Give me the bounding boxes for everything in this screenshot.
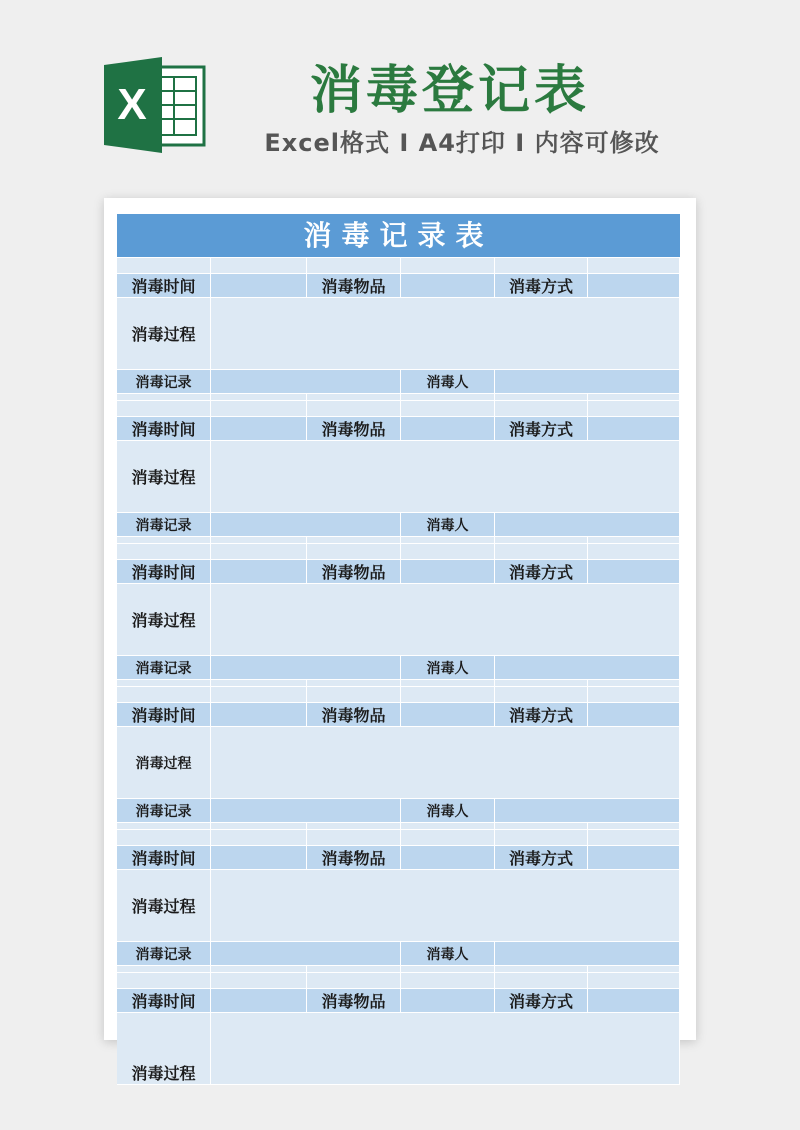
process-value-cell[interactable] xyxy=(211,1013,680,1085)
item-value-cell[interactable] xyxy=(401,274,495,298)
cell xyxy=(495,823,588,830)
process-row xyxy=(117,441,680,513)
cell xyxy=(588,537,680,544)
item-value-cell[interactable] xyxy=(401,846,495,870)
item-label: 消毒物品 xyxy=(307,703,401,727)
cell[interactable] xyxy=(211,258,307,274)
record-block xyxy=(117,830,680,973)
cell xyxy=(307,966,401,973)
item-label: 消毒物品 xyxy=(307,989,401,1013)
cell xyxy=(495,394,588,401)
record-row xyxy=(117,513,680,537)
process-row xyxy=(117,1013,680,1085)
cell xyxy=(588,394,680,401)
time-label: 消毒时间 xyxy=(117,989,211,1013)
method-label: 消毒方式 xyxy=(495,703,588,727)
process-value-cell[interactable] xyxy=(211,584,680,656)
record-block xyxy=(117,544,680,687)
cell xyxy=(401,537,495,544)
record-block xyxy=(117,687,680,830)
cell[interactable] xyxy=(211,687,307,703)
cell xyxy=(211,680,307,687)
blank-row xyxy=(117,258,680,274)
cell[interactable] xyxy=(588,544,680,560)
header-row xyxy=(117,274,680,298)
header-row xyxy=(117,846,680,870)
header-row xyxy=(117,703,680,727)
cell xyxy=(117,966,211,973)
record-label: 消毒记录 xyxy=(117,942,211,966)
blank-row xyxy=(117,687,680,703)
time-label: 消毒时间 xyxy=(117,560,211,584)
process-row xyxy=(117,870,680,942)
method-label: 消毒方式 xyxy=(495,989,588,1013)
process-label: 消毒过程 xyxy=(117,870,211,942)
process-row xyxy=(117,298,680,370)
item-label: 消毒物品 xyxy=(307,417,401,441)
cell xyxy=(588,680,680,687)
cell xyxy=(401,966,495,973)
person-value-cell[interactable] xyxy=(495,370,680,394)
person-value-cell[interactable] xyxy=(495,513,680,537)
time-value-cell[interactable] xyxy=(211,560,307,584)
record-value-cell[interactable] xyxy=(211,656,401,680)
record-block xyxy=(117,401,680,544)
cell xyxy=(401,394,495,401)
item-value-cell[interactable] xyxy=(401,989,495,1013)
cell xyxy=(588,966,680,973)
cell[interactable] xyxy=(117,544,211,560)
process-label: 消毒过程 xyxy=(117,1013,211,1085)
cell xyxy=(117,394,211,401)
cell[interactable] xyxy=(211,830,307,846)
time-label: 消毒时间 xyxy=(117,274,211,298)
page-title: 消毒登记表 xyxy=(309,61,590,121)
record-row xyxy=(117,370,680,394)
record-row xyxy=(117,656,680,680)
cell xyxy=(588,823,680,830)
blank-row xyxy=(117,830,680,846)
time-value-cell[interactable] xyxy=(211,417,307,441)
method-label: 消毒方式 xyxy=(495,846,588,870)
cell[interactable] xyxy=(495,973,588,989)
cell[interactable] xyxy=(588,687,680,703)
cell[interactable] xyxy=(307,401,401,417)
cell[interactable] xyxy=(495,544,588,560)
cell xyxy=(495,537,588,544)
cell[interactable] xyxy=(211,401,307,417)
cell xyxy=(117,823,211,830)
method-label: 消毒方式 xyxy=(495,274,588,298)
record-label: 消毒记录 xyxy=(117,513,211,537)
gap-row xyxy=(117,394,680,401)
cell[interactable] xyxy=(401,544,495,560)
cell[interactable] xyxy=(588,973,680,989)
cell xyxy=(211,823,307,830)
method-value-cell[interactable] xyxy=(588,560,680,584)
cell[interactable] xyxy=(495,401,588,417)
cell[interactable] xyxy=(401,258,495,274)
record-value-cell[interactable] xyxy=(211,370,401,394)
cell xyxy=(211,394,307,401)
process-value-cell[interactable] xyxy=(211,298,680,370)
cell[interactable] xyxy=(401,973,495,989)
cell[interactable] xyxy=(307,544,401,560)
item-value-cell[interactable] xyxy=(401,703,495,727)
excel-logo-icon xyxy=(102,57,206,153)
cell[interactable] xyxy=(117,687,211,703)
cell[interactable] xyxy=(401,687,495,703)
cell[interactable] xyxy=(307,830,401,846)
method-value-cell[interactable] xyxy=(588,846,680,870)
time-value-cell[interactable] xyxy=(211,274,307,298)
item-value-cell[interactable] xyxy=(401,560,495,584)
logo-letter: X xyxy=(117,80,147,129)
process-row xyxy=(117,727,680,799)
cell xyxy=(307,823,401,830)
record-row xyxy=(117,799,680,823)
header-row xyxy=(117,417,680,441)
time-value-cell[interactable] xyxy=(211,703,307,727)
person-label: 消毒人 xyxy=(401,513,495,537)
cell[interactable] xyxy=(117,258,211,274)
cell[interactable] xyxy=(495,258,588,274)
time-label: 消毒时间 xyxy=(117,846,211,870)
record-label: 消毒记录 xyxy=(117,799,211,823)
record-row xyxy=(117,942,680,966)
method-label: 消毒方式 xyxy=(495,560,588,584)
cell xyxy=(401,680,495,687)
cell[interactable] xyxy=(211,973,307,989)
cell xyxy=(307,394,401,401)
cell[interactable] xyxy=(588,830,680,846)
record-value-cell[interactable] xyxy=(211,942,401,966)
item-label: 消毒物品 xyxy=(307,846,401,870)
cell xyxy=(495,680,588,687)
cell xyxy=(211,966,307,973)
cell[interactable] xyxy=(401,830,495,846)
record-label: 消毒记录 xyxy=(117,656,211,680)
sheet-paper xyxy=(104,198,696,1083)
page-subtitle: Excel格式 I A4打印 I 内容可修改 xyxy=(264,129,660,157)
cell[interactable] xyxy=(117,973,211,989)
time-value-cell[interactable] xyxy=(211,846,307,870)
person-label: 消毒人 xyxy=(401,799,495,823)
person-value-cell[interactable] xyxy=(495,942,680,966)
person-label: 消毒人 xyxy=(401,370,495,394)
gap-row xyxy=(117,537,680,544)
record-value-cell[interactable] xyxy=(211,799,401,823)
process-label: 消毒过程 xyxy=(117,727,211,799)
cell[interactable] xyxy=(117,401,211,417)
process-label: 消毒过程 xyxy=(117,441,211,513)
record-block xyxy=(117,258,680,401)
person-label: 消毒人 xyxy=(401,656,495,680)
cell[interactable] xyxy=(495,830,588,846)
cell xyxy=(117,680,211,687)
blank-row xyxy=(117,544,680,560)
record-value-cell[interactable] xyxy=(211,513,401,537)
item-value-cell[interactable] xyxy=(401,417,495,441)
cell xyxy=(401,823,495,830)
cell[interactable] xyxy=(588,401,680,417)
header-row xyxy=(117,989,680,1013)
header-row xyxy=(117,560,680,584)
item-label: 消毒物品 xyxy=(307,274,401,298)
method-value-cell[interactable] xyxy=(588,703,680,727)
person-label: 消毒人 xyxy=(401,942,495,966)
cell[interactable] xyxy=(117,830,211,846)
cell xyxy=(211,537,307,544)
process-value-cell[interactable] xyxy=(211,441,680,513)
sheet-title: 消毒记录表 xyxy=(117,214,680,257)
cell[interactable] xyxy=(495,687,588,703)
gap-row xyxy=(117,823,680,830)
cell[interactable] xyxy=(588,258,680,274)
cell[interactable] xyxy=(401,401,495,417)
cell[interactable] xyxy=(307,258,401,274)
cell xyxy=(495,966,588,973)
gap-row xyxy=(117,680,680,687)
item-label: 消毒物品 xyxy=(307,560,401,584)
method-value-cell[interactable] xyxy=(588,989,680,1013)
record-blocks xyxy=(117,258,680,1116)
cell xyxy=(307,537,401,544)
process-label: 消毒过程 xyxy=(117,584,211,656)
person-value-cell[interactable] xyxy=(495,656,680,680)
method-value-cell[interactable] xyxy=(588,417,680,441)
cell[interactable] xyxy=(307,687,401,703)
process-value-cell[interactable] xyxy=(211,870,680,942)
cell xyxy=(117,537,211,544)
time-value-cell[interactable] xyxy=(211,989,307,1013)
method-value-cell[interactable] xyxy=(588,274,680,298)
time-label: 消毒时间 xyxy=(117,417,211,441)
blank-row xyxy=(117,973,680,989)
person-value-cell[interactable] xyxy=(495,799,680,823)
blank-row xyxy=(117,401,680,417)
record-label: 消毒记录 xyxy=(117,370,211,394)
cell xyxy=(307,680,401,687)
method-label: 消毒方式 xyxy=(495,417,588,441)
time-label: 消毒时间 xyxy=(117,703,211,727)
gap-row xyxy=(117,966,680,973)
process-row xyxy=(117,584,680,656)
cell[interactable] xyxy=(211,544,307,560)
cell[interactable] xyxy=(307,973,401,989)
process-value-cell[interactable] xyxy=(211,727,680,799)
process-label: 消毒过程 xyxy=(117,298,211,370)
record-block xyxy=(117,973,680,1116)
